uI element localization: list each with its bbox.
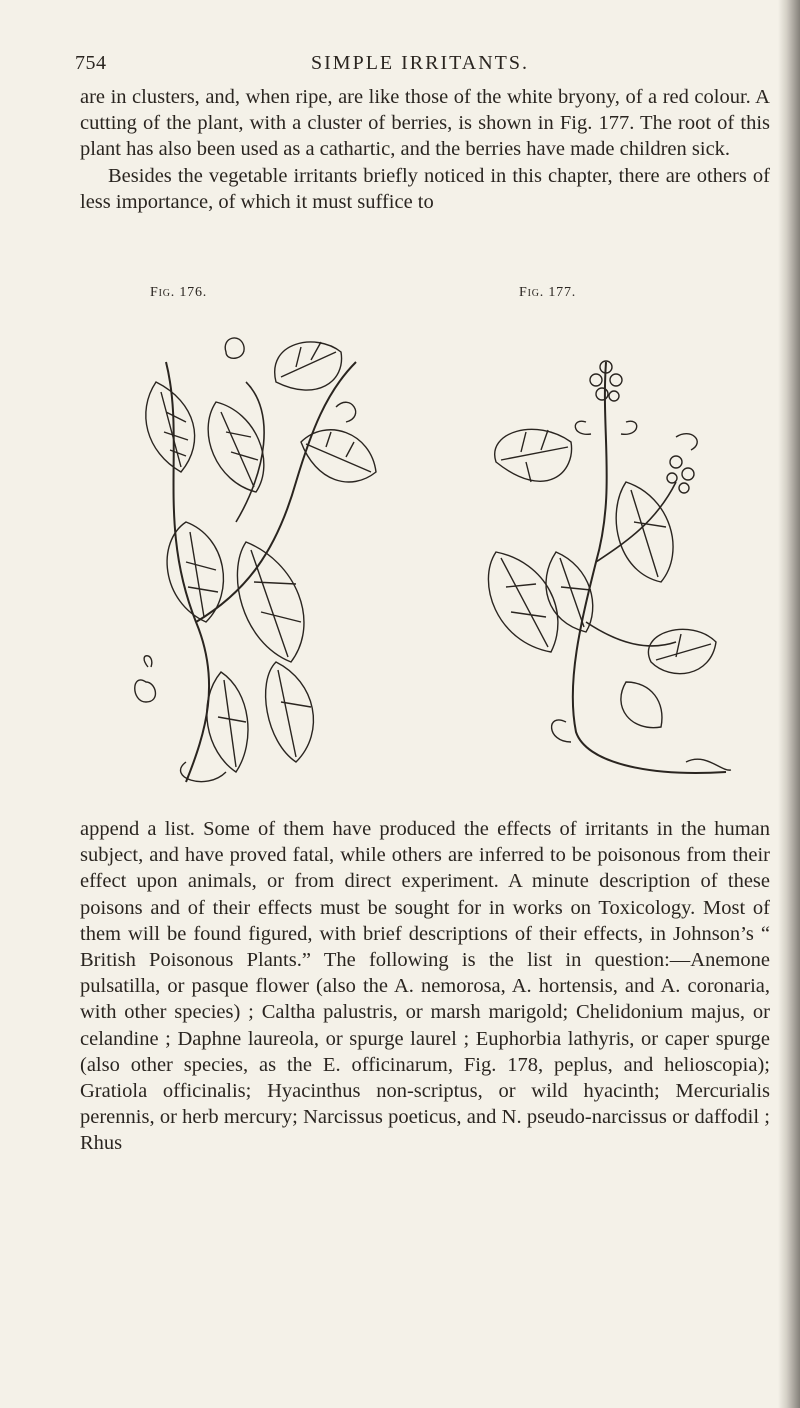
- bottom-text-block: [80, 816, 770, 1157]
- plant-illustration-icon: [126, 322, 388, 792]
- running-title: SIMPLE IRRITANTS.: [311, 52, 529, 74]
- paragraph-continuation: are in clusters, and, when ripe, are like those of the white bryony, of a red colour. A cutting of the plant, with a cluster of berries, is shown in Fig. 177. The root of this plant has also been used as a cathartic, and the berries have made children sick.: [80, 86, 770, 161]
- figure-177-caption: Fig. 177.: [519, 285, 577, 300]
- paragraph-list: append a list. Some of them have produced the effects of irritants in the human subject, and have proved fatal, while others are inferred to be poisonous from their effect upon animals, or from direct experiment. A minute description of these poisons and of their effects must be sought for in works on Toxicology. Most of them will be found figured, with brief descriptions of their effects, in Johnson’s “ British Poisonous Plants.” The following is the list in question:—Anemone pulsatilla, or pasque flower (also the A. nemorosa, A. hortensis, and A. coronaria, with other species) ; Caltha palustris, or marsh marigold; Chelidonium majus, or celandine ; Daphne laureola, or spurge laurel ; Euphorbia lathyris, or caper spurge (also other species, as the E. officinarum, Fig. 178, peplus, and helioscopia); Gratiola officinalis; Hyacinthus non-scriptus, or wild hyacinth; Mercurialis perennis, or herb mercury; Narcissus poeticus, and N. pseudo-narcissus or daffodil ; Rhus: [80, 818, 770, 1155]
- page-edge-shadow: [778, 0, 800, 1408]
- top-text-block: [80, 84, 770, 215]
- plant-with-berries-illustration-icon: [476, 322, 736, 792]
- page-number: 754: [75, 52, 107, 74]
- page-header: [75, 52, 765, 82]
- figure-176-caption: Fig. 176.: [150, 285, 208, 300]
- paragraph-besides: Besides the vegetable irritants briefly noticed in this chapter, there are others of less importance, of which it must suffice to: [80, 164, 770, 213]
